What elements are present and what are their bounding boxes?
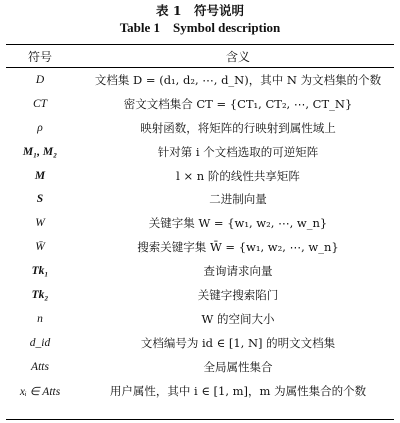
table-row [6,211,394,235]
meaning-cell: 关键字搜索陷门 [197,288,279,303]
symbol-cell: Tk₁ [31,265,49,278]
table-row [6,355,394,379]
symbol-cell: W [35,217,45,230]
symbol-cell: Tk₂ [31,289,49,302]
symbol-cell: xᵢ ∈ Atts [19,385,61,398]
table-header [6,45,394,67]
symbol-cell: M₁, M₂ [22,145,58,158]
table-row [6,283,394,307]
meaning-cell: 密文文档集合 CT = {CT₁, CT₂, ⋯, CT_N} [123,96,353,111]
symbol-cell: Atts [31,360,49,373]
table-caption [0,2,400,36]
meaning-cell: 关键字集 W = {w₁, w₂, ⋯, w_n} [148,216,328,231]
table-row [6,92,394,116]
bottom-rule [6,419,394,420]
meaning-cell: 二进制向量 [209,192,267,207]
meaning-cell: l × n 阶的线性共享矩阵 [176,168,300,183]
table-row [6,116,394,140]
symbol-cell: M [34,169,46,182]
symbol-cell: CT [32,97,48,110]
symbol-cell: ρ [37,121,43,134]
symbol-cell: S [36,193,44,206]
table-title-cn: 表 1 符号说明 [155,3,245,18]
table-row [6,379,394,403]
table-row [6,68,394,92]
meaning-cell: 查询请求向量 [203,264,273,279]
meaning-cell: 映射函数，将矩阵的行映射到属性域上 [140,120,336,135]
table-row [6,331,394,355]
table-row [6,140,394,164]
table-row [6,259,394,283]
table-row [6,164,394,188]
table-title-en: Table 1 Symbol description [119,20,281,35]
symbol-cell: d_id [29,336,51,349]
meaning-cell: 文档编号为 id ∈ [1, N] 的明文文档集 [140,335,336,350]
symbol-cell: D [35,73,45,86]
symbol-cell: n [37,312,43,325]
symbol-cell: W̄ [35,241,45,254]
meaning-cell: 用户属性，其中 i ∈ [1, m]，m 为属性集合的个数 [109,383,367,398]
meaning-cell: W 的空间大小 [201,311,275,326]
meaning-cell: 针对第 i 个文档选取的可逆矩阵 [157,144,319,159]
meaning-cell: 文档集 D = (d₁, d₂, ⋯, d_N)，其中 N 为文档集的个数 [94,72,382,87]
table-row [6,188,394,212]
table-row [6,307,394,331]
header-symbol: 符号 [27,49,52,64]
meaning-cell: 全局属性集合 [203,359,273,374]
header-meaning: 含义 [225,49,250,64]
meaning-cell: 搜索关键字集 W̄ = {w₁, w₂, ⋯, w_n} [137,240,339,255]
table-row [6,235,394,259]
